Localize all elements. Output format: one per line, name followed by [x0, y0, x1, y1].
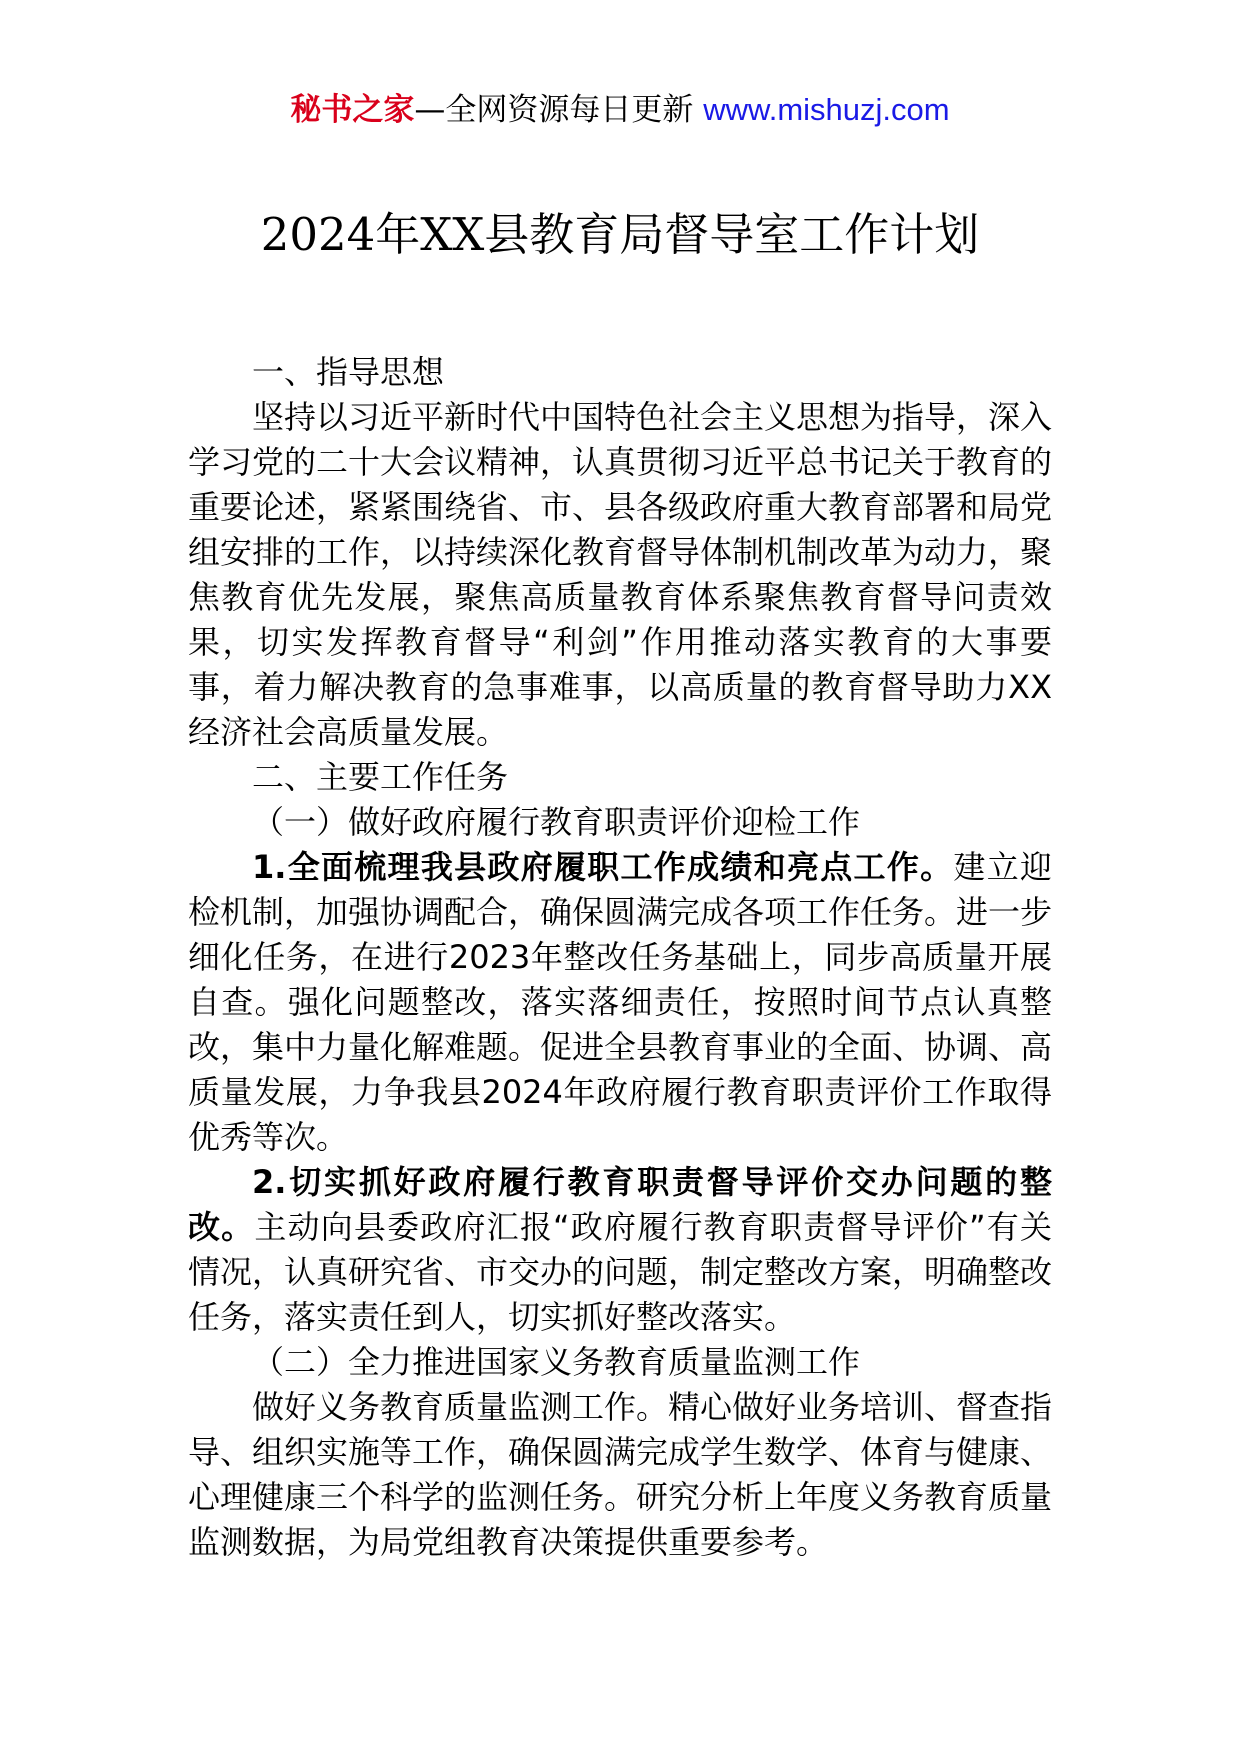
- brand-name: 秘书之家: [290, 92, 415, 128]
- subsection-heading-2: （二）全力推进国家义务教育质量监测工作: [252, 1343, 861, 1381]
- task-2-body: 主动向县委政府汇报“政府履行教育职责督导评价”有关情况，认真研究省、市交办的问题，制定整改方案，明确整改任务，落实责任到人，切实抓好整改落实。: [188, 1208, 1053, 1336]
- task-2-lead: 2.切实抓好政府履行教育职责督导评价交办问题的整改。: [188, 1163, 1052, 1246]
- section-heading-guiding-ideology: 一、指导思想: [252, 353, 445, 391]
- document-title: 2024年XX县教育局督导室工作计划: [260, 208, 980, 261]
- paragraph-guiding-ideology: 坚持以习近平新时代中国特色社会主义思想为指导，深入学习党的二十大会议精神，认真贯彻习近平总书记关于教育的重要论述，紧紧围绕省、市、县各级政府重大教育部署和局党组安排的工作，以持续深化教育督导体制机制改革为动力，聚焦教育优先发展，聚焦高质量教育体系聚焦教育督导问责效果，切实发挥教育督导“利剑”作用推动落实教育的大事要事，着力解决教育的急事难事，以高质量的教育督导助力XX经济社会高质量发展。: [188, 398, 1053, 751]
- paragraph-task-2: [188, 1160, 1052, 1340]
- task-1-lead: 1.全面梳理我县政府履职工作成绩和亮点工作。: [252, 848, 954, 886]
- site-banner: [0, 90, 1240, 130]
- document-body: [188, 350, 1052, 1565]
- paragraph-quality-monitoring: 做好义务教育质量监测工作。精心做好业务培训、督查指导、组织实施等工作，确保圆满完成学生数学、体育与健康、心理健康三个科学的监测任务。研究分析上年度义务教育质量监测数据，为局党组教育决策提供重要参考。: [188, 1388, 1053, 1561]
- task-1-body: 建立迎检机制，加强协调配合，确保圆满完成各项工作任务。进一步细化任务，在进行2023年整改任务基础上，同步高质量开展自查。强化问题整改，落实落细责任，按照时间节点认真整改，集中力量化解难题。促进全县教育事业的全面、协调、高质量发展，力争我县2024年政府履行教育职责评价工作取得优秀等次。: [188, 848, 1053, 1156]
- section-heading-main-tasks: 二、主要工作任务: [252, 758, 509, 796]
- subsection-heading-1: （一）做好政府履行教育职责评价迎检工作: [252, 803, 861, 841]
- paragraph-task-1: [188, 845, 1052, 1160]
- site-url-link[interactable]: www.mishuzj.com: [703, 92, 950, 127]
- tagline: —全网资源每日更新: [414, 92, 694, 128]
